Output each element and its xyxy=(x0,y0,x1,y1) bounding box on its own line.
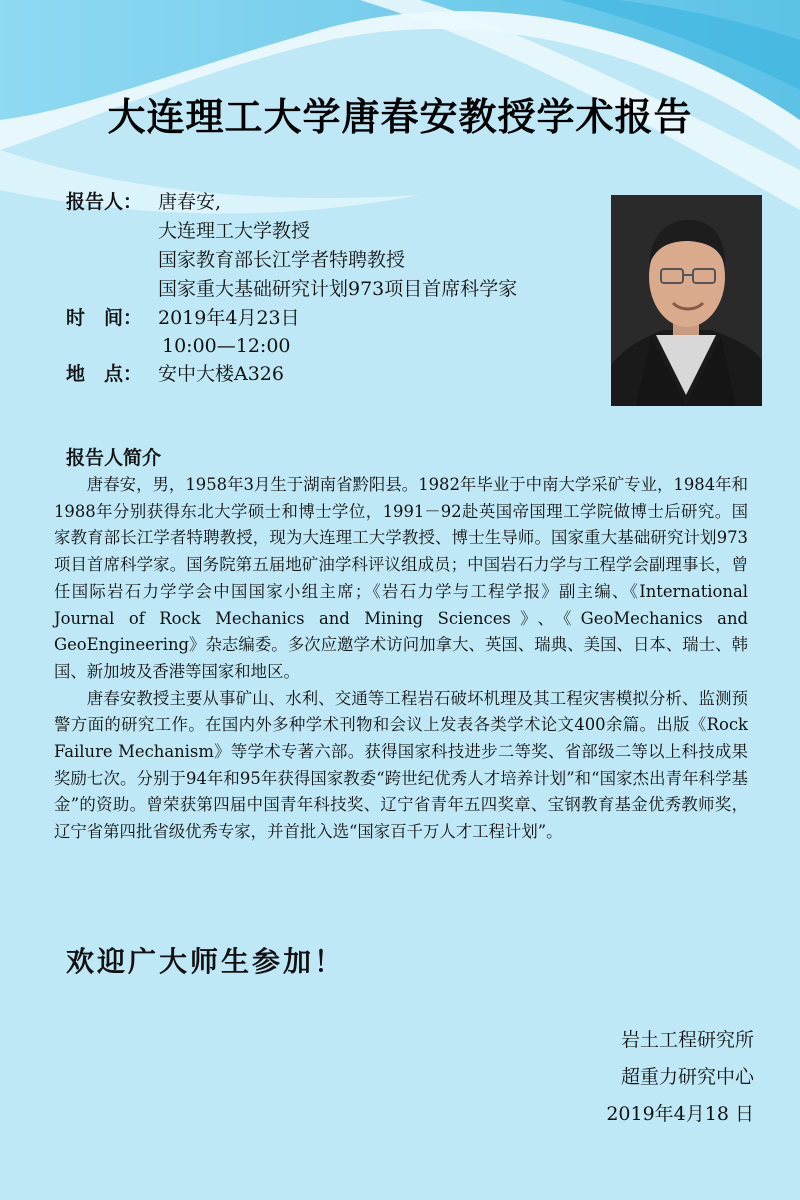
signature-block xyxy=(606,1022,754,1133)
place-row xyxy=(66,360,284,388)
organizer-2: 超重力研究中心 xyxy=(620,1066,754,1088)
place-label: 地 点： xyxy=(66,363,143,385)
speaker-photo xyxy=(611,195,762,406)
time-row xyxy=(66,304,300,332)
notice-date: 2019年4月18 日 xyxy=(606,1103,754,1125)
welcome-message: 欢迎广大师生参加！ xyxy=(66,945,346,978)
bio-paragraph-2: 唐春安教授主要从事矿山、水利、交通等工程岩石破坏机理及其工程灾害模拟分析、监测预警方面的研究工作。在国内外多种学术刊物和会议上发表各类学术论文400余篇。出版《Rock Failure Mechanism》等学术专著六部。获得国家科技进步二等奖、省部级二等以上科技成果奖励七次。分别于94年和95年获得国家教委“跨世纪优秀人才培养计划”和“国家杰出青年科学基金”的资助。曾荣获第四届中国青年科技奖、辽宁省青年五四奖章、宝钢教育基金优秀教师奖，辽宁省第四批省级优秀专家，并首批入选“国家百千万人才工程计划”。 xyxy=(54,688,748,842)
reporter-name: 唐春安, xyxy=(158,191,222,213)
time-range: 10:00—12:00 xyxy=(162,335,291,357)
bio-text xyxy=(54,472,748,846)
reporter-title-2: 国家教育部长江学者特聘教授 xyxy=(158,249,406,271)
organizer-1: 岩土工程研究所 xyxy=(620,1029,754,1051)
reporter-label: 报告人： xyxy=(66,191,143,213)
place-value: 安中大楼A326 xyxy=(158,363,284,385)
time-date: 2019年4月23日 xyxy=(158,307,300,329)
reporter-row xyxy=(66,188,222,216)
page-title: 大连理工大学唐春安教授学术报告 xyxy=(107,95,693,139)
bio-paragraph-1: 唐春安，男，1958年3月生于湖南省黔阳县。1982年毕业于中南大学采矿专业，1984年和1988年分别获得东北大学硕士和博士学位，1991－92赴英国帝国理工学院做博士后研究。国家教育部长江学者特聘教授，现为大连理工大学教授、博士生导师。国家重大基础研究计划973项目首席科学家。国务院第五届地矿油学科评议组成员；中国岩石力学与工程学会副理事长，曾任国际岩石力学学会中国国家小组主席；《岩石力学与工程学报》副主编、《International Journal of Rock Mechanics and Mining Sciences》、《GeoMechanics and GeoEngineering》杂志编委。多次应邀学术访问加拿大、英国、瑞典、美国、日本、瑞士、韩国、新加坡及香港等国家和地区。 xyxy=(54,475,748,681)
reporter-title-1: 大连理工大学教授 xyxy=(158,220,311,242)
bio-heading: 报告人简介 xyxy=(66,447,162,469)
reporter-title-3: 国家重大基础研究计划973项目首席科学家 xyxy=(158,278,518,300)
time-label: 时 间： xyxy=(66,307,143,329)
